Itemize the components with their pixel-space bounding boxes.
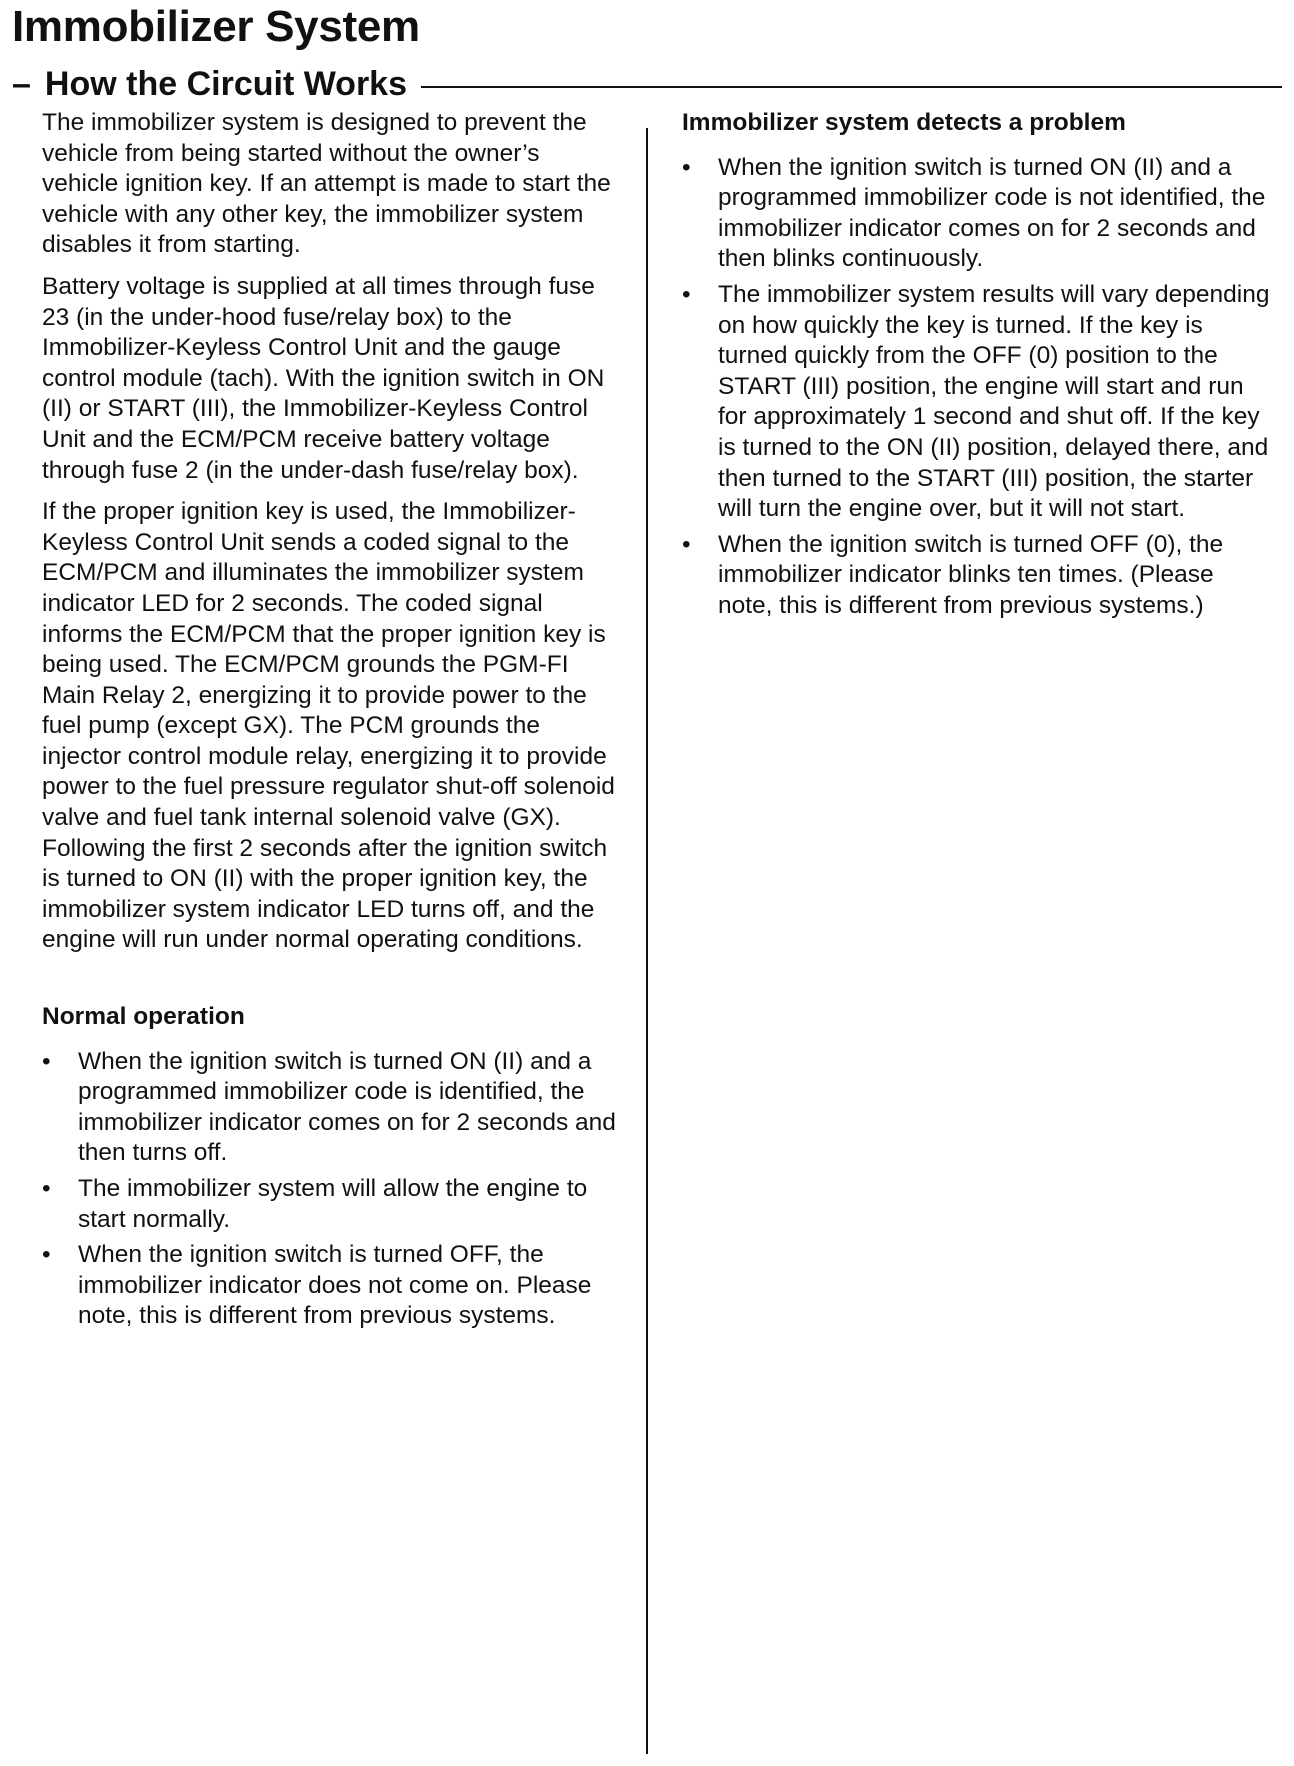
- list-item-text: When the ignition switch is turned OFF (0), the immobilizer indicator blinks ten times. (Please note, this is different from previous systems.): [718, 530, 1224, 619]
- problem-list: [682, 153, 1272, 622]
- list-item: [682, 153, 1272, 275]
- problem-heading: Immobilizer system detects a problem: [682, 109, 1126, 136]
- bullet-icon: •: [682, 280, 691, 308]
- bullet-icon: •: [682, 153, 691, 181]
- coded-signal-paragraph: If the proper ignition key is used, the Immobilizer-Keyless Control Unit sends a coded signal to the ECM/PCM and illuminates the immobilizer system indicator LED for 2 seconds. The coded signal informs the ECM/PCM that the proper ignition key is being used. The ECM/PCM grounds the PGM-FI Main Relay 2, energizing it to provide power to the fuel pump (except GX). The PCM grounds the injector control module relay, energizing it to provide power to the fuel pressure regulator shut-off solenoid valve and fuel tank internal solenoid valve (GX). Following the first 2 seconds after the ignition switch is turned to ON (II) with the proper ignition key, the immobilizer system indicator LED turns off, and the engine will run under normal operating conditions.: [42, 498, 615, 954]
- list-item: [42, 1047, 622, 1169]
- column-divider: [646, 128, 648, 1754]
- normal-operation-heading: Normal operation: [42, 1003, 245, 1031]
- bullet-icon: •: [682, 530, 691, 558]
- list-item-text: When the ignition switch is turned OFF, the immobilizer indicator does not come on. Please note, this is different from previous systems.: [78, 1241, 592, 1330]
- list-item-text: When the ignition switch is turned ON (II) and a programmed immobilizer code is not identified, the immobilizer indicator comes on for 2 seconds and then blinks continuously.: [718, 153, 1266, 273]
- list-item: [42, 1174, 622, 1235]
- power-supply-paragraph: Battery voltage is supplied at all times through fuse 23 (in the under-hood fuse/relay box) to the Immobilizer-Keyless Control Unit and the gauge control module (tach). With the ignition switch in ON (II) or START (III), the Immobilizer-Keyless Control Unit and the ECM/PCM receive battery voltage through fuse 2 (in the under-dash fuse/relay box).: [42, 272, 605, 484]
- bullet-icon: •: [42, 1175, 51, 1202]
- right-column: [682, 108, 1272, 627]
- list-item-text: The immobilizer system results will vary depending on how quickly the key is turned. If the key is turned quickly from the OFF (0) position to the START (III) position, the engine will start and run for approximately 1 second and shut off. If the key is turned to the ON (II) position, delayed there, and then turned to the START (III) position, the starter will turn the engine over, but it will not start.: [718, 280, 1270, 523]
- list-item: [682, 530, 1272, 622]
- list-item-text: The immobilizer system will allow the engine to start normally.: [78, 1175, 588, 1233]
- bullet-icon: •: [42, 1241, 51, 1269]
- section-rule: [421, 86, 1282, 88]
- list-item-text: When the ignition switch is turned ON (II) and a programmed immobilizer code is identified, the immobilizer indicator comes on for 2 seconds and then turns off.: [78, 1047, 616, 1167]
- section-dash: –: [12, 65, 31, 103]
- list-item: [42, 1240, 622, 1332]
- list-item: [682, 280, 1272, 525]
- normal-operation-list: [42, 1047, 622, 1332]
- intro-paragraph: The immobilizer system is designed to prevent the vehicle from being started without the owner’s vehicle ignition key. If an attempt is made to start the vehicle with any other key, the immobilizer system disables it from starting.: [42, 109, 611, 259]
- page-title: Immobilizer System: [12, 2, 420, 51]
- section-header: [12, 62, 1282, 106]
- section-title: How the Circuit Works: [44, 65, 408, 103]
- bullet-icon: •: [42, 1047, 51, 1075]
- left-column: [42, 108, 622, 1337]
